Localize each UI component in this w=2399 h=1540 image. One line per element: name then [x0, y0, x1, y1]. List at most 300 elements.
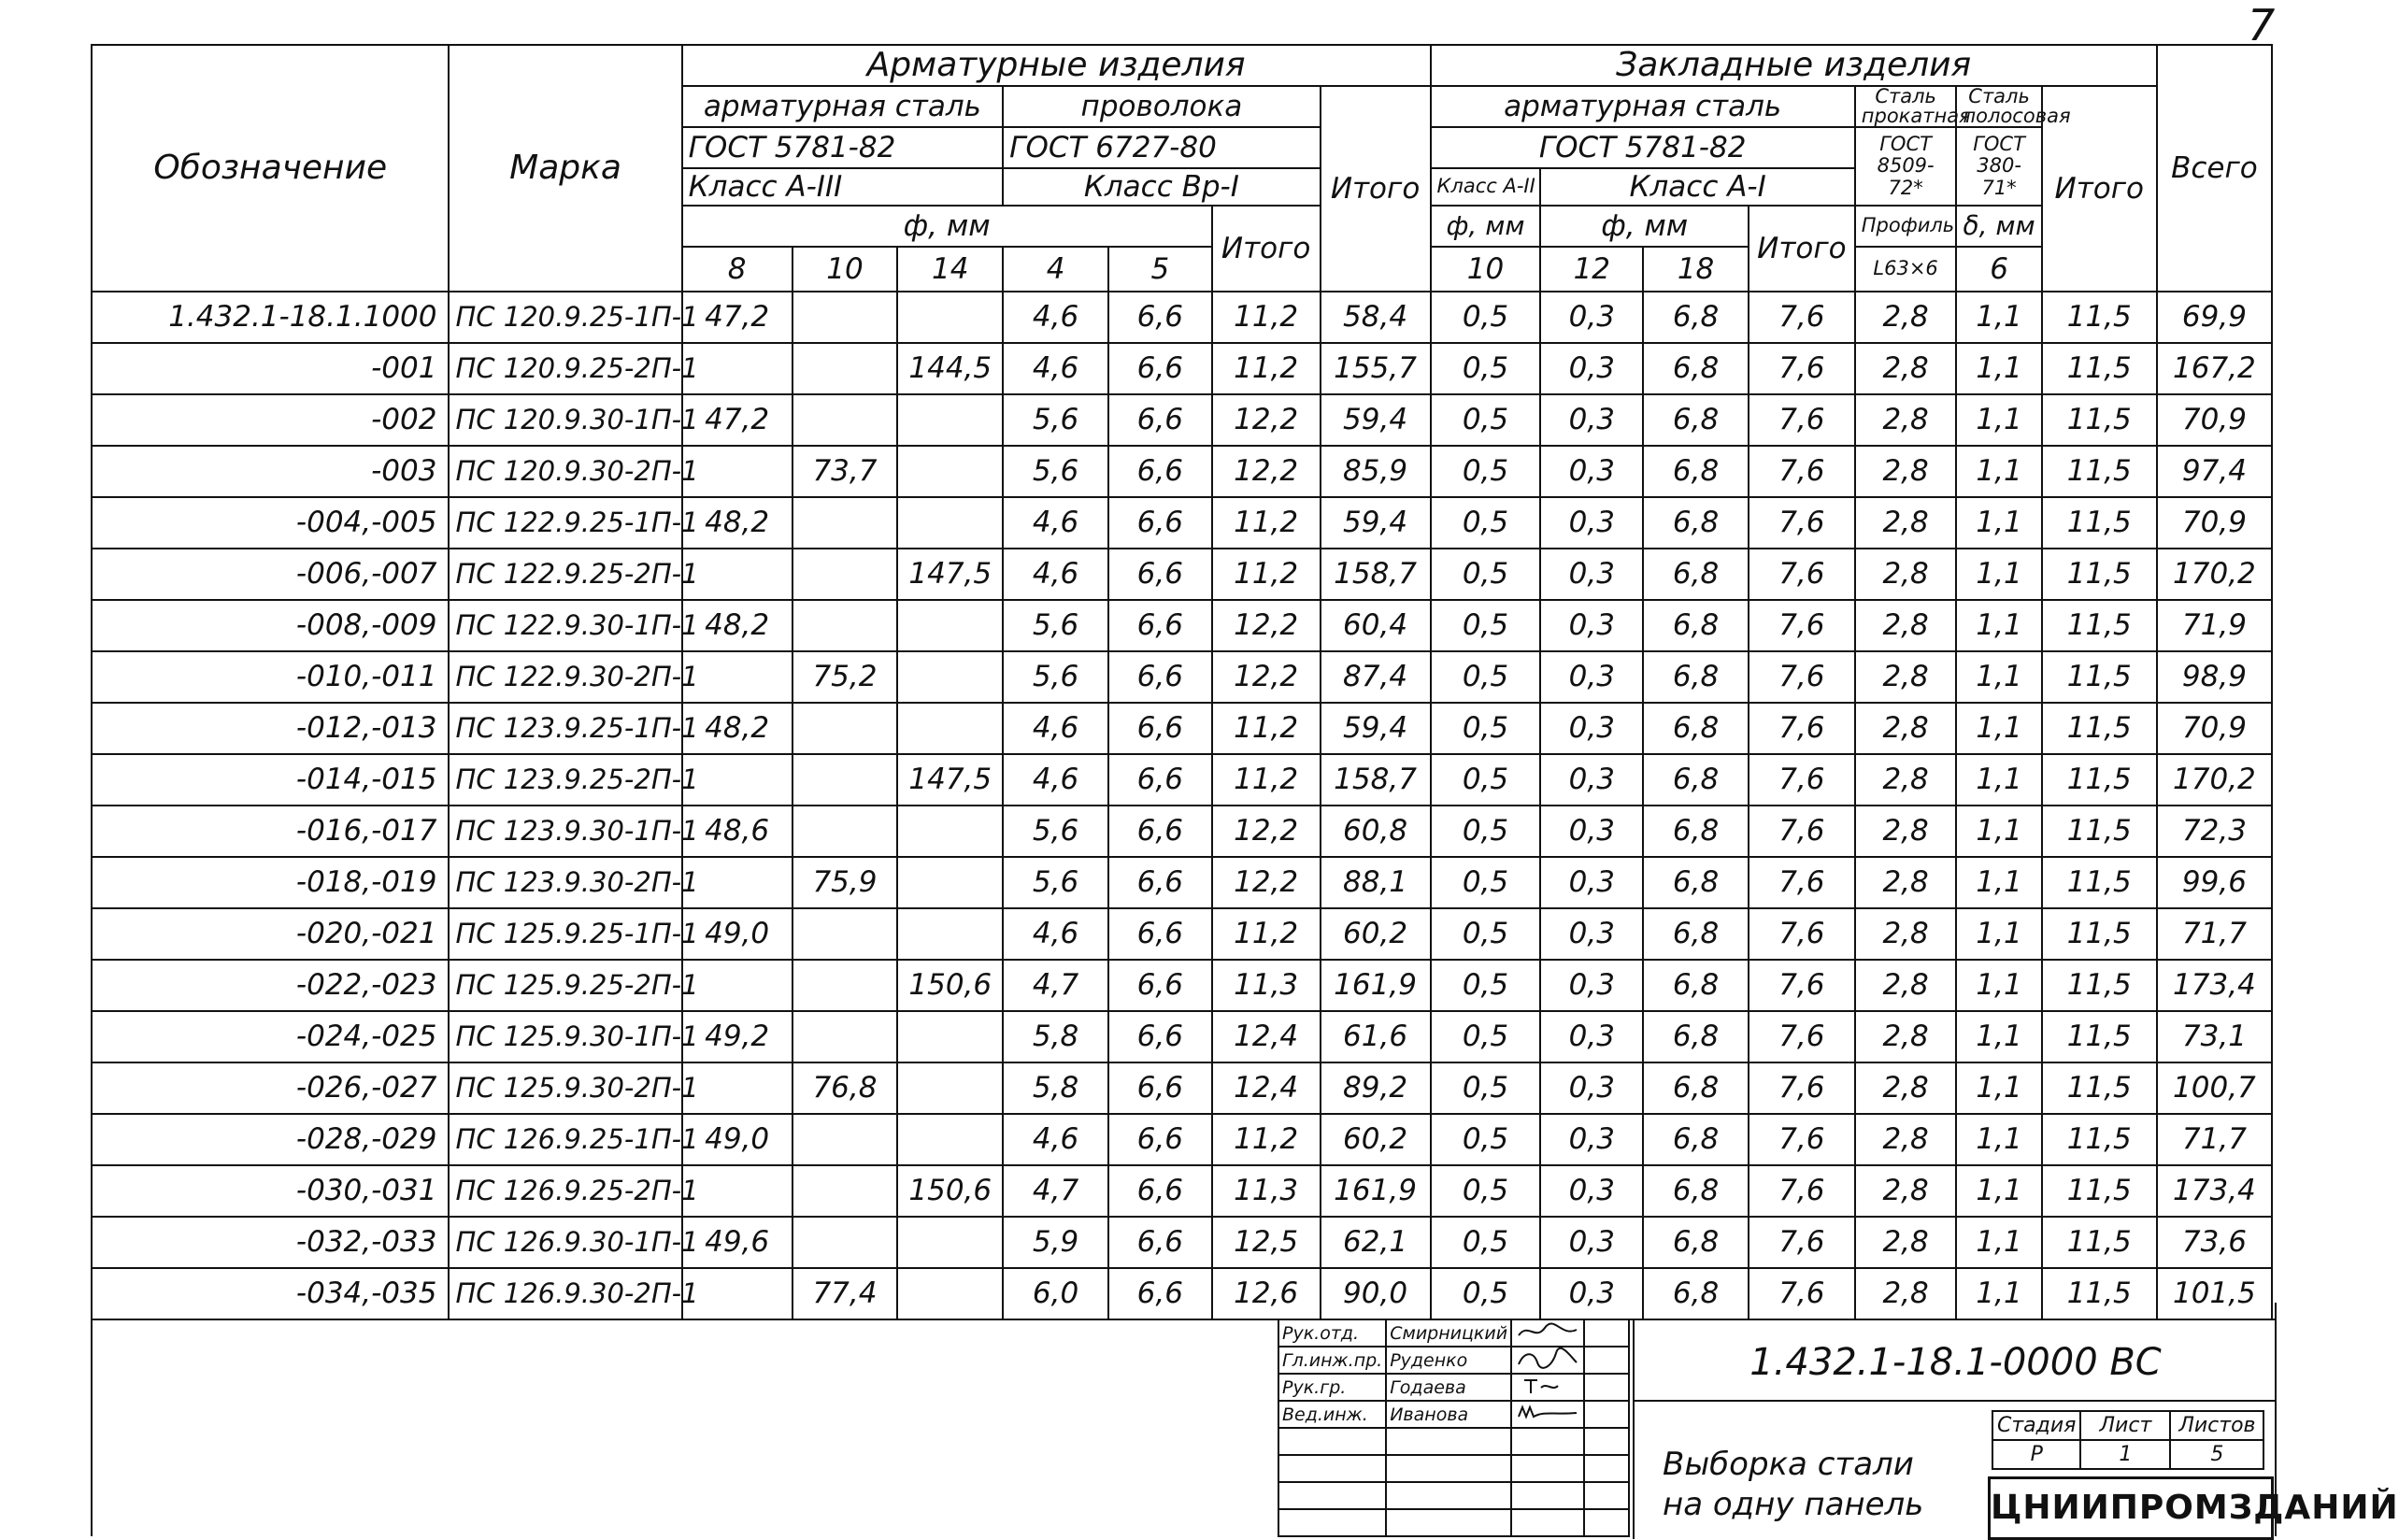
document-code: 1.432.1-18.1-0000 ВС — [1749, 1341, 2162, 1384]
cell-a14 — [897, 703, 1003, 754]
cell-e18: 6,8 — [1643, 1165, 1749, 1217]
cell-st: 1,1 — [1956, 343, 2041, 394]
cell-mark: ПС 122.9.30-2П-1 — [449, 651, 681, 703]
title-block-main — [1633, 1319, 2399, 1539]
cell-w5: 6,6 — [1108, 960, 1212, 1011]
cell-e10: 0,5 — [1431, 806, 1541, 857]
header-wire: проволока — [1003, 86, 1320, 127]
cell-t1: 158,7 — [1321, 754, 1431, 806]
cell-all: 69,9 — [2157, 292, 2272, 343]
cell-et: 7,6 — [1749, 446, 1855, 497]
table-row — [92, 600, 2272, 651]
cell-st: 1,1 — [1956, 1114, 2041, 1165]
cell-a14 — [897, 394, 1003, 446]
cell-code: -008,-009 — [92, 600, 449, 651]
cell-all: 173,4 — [2157, 1165, 2272, 1217]
cell-e18: 6,8 — [1643, 1062, 1749, 1114]
cell-e10: 0,5 — [1431, 1268, 1541, 1319]
cell-a14: 150,6 — [897, 960, 1003, 1011]
cell-t1: 59,4 — [1321, 497, 1431, 549]
cell-st: 1,1 — [1956, 703, 2041, 754]
cell-code: -002 — [92, 394, 449, 446]
cell-e18: 6,8 — [1643, 600, 1749, 651]
cell-pr: 2,8 — [1855, 549, 1957, 600]
cell-t1: 58,4 — [1321, 292, 1431, 343]
cell-a10 — [793, 549, 898, 600]
cell-et: 7,6 — [1749, 908, 1855, 960]
cell-st: 1,1 — [1956, 1268, 2041, 1319]
cell-wt: 11,2 — [1212, 549, 1321, 600]
cell-e10: 0,5 — [1431, 703, 1541, 754]
cell-all: 71,7 — [2157, 1114, 2272, 1165]
cell-t1: 161,9 — [1321, 960, 1431, 1011]
cell-mark: ПС 125.9.25-1П-1 — [449, 908, 681, 960]
cell-et: 7,6 — [1749, 651, 1855, 703]
cell-e18: 6,8 — [1643, 806, 1749, 857]
cell-e10: 0,5 — [1431, 651, 1541, 703]
cell-w4: 5,6 — [1003, 394, 1108, 446]
cell-e12: 0,3 — [1540, 394, 1643, 446]
cell-st: 1,1 — [1956, 806, 2041, 857]
cell-t2: 11,5 — [2042, 806, 2157, 857]
header-delta-mm: δ, мм — [1956, 206, 2041, 247]
steel-spec-table — [91, 44, 2273, 1320]
cell-t1: 88,1 — [1321, 857, 1431, 908]
header-class-vr1: Класс Вр-I — [1003, 168, 1320, 206]
header-rebar-steel: арматурная сталь — [682, 86, 1004, 127]
cell-code: -006,-007 — [92, 549, 449, 600]
cell-a14 — [897, 600, 1003, 651]
cell-st: 1,1 — [1956, 651, 2041, 703]
cell-a10 — [793, 960, 898, 1011]
table-row — [92, 1011, 2272, 1062]
cell-wt: 11,2 — [1212, 754, 1321, 806]
cell-wt: 12,2 — [1212, 806, 1321, 857]
cell-e10: 0,5 — [1431, 343, 1541, 394]
cell-all: 71,7 — [2157, 908, 2272, 960]
cell-wt: 12,2 — [1212, 600, 1321, 651]
cell-code: -018,-019 — [92, 857, 449, 908]
sheet-label: Лист — [2080, 1411, 2170, 1440]
stamp-role: Вед.инж. — [1278, 1401, 1386, 1428]
cell-a8: 48,6 — [682, 806, 793, 857]
cell-a14 — [897, 292, 1003, 343]
stage-sheet-table — [1992, 1410, 2264, 1470]
cell-et: 7,6 — [1749, 960, 1855, 1011]
table-row — [92, 908, 2272, 960]
table-row — [92, 1062, 2272, 1114]
cell-et: 7,6 — [1749, 1062, 1855, 1114]
cell-mark: ПС 123.9.25-2П-1 — [449, 754, 681, 806]
cell-pr: 2,8 — [1855, 1165, 1957, 1217]
cell-wt: 11,3 — [1212, 1165, 1321, 1217]
cell-e18: 6,8 — [1643, 343, 1749, 394]
spec-table-body — [92, 292, 2272, 1319]
header-gost-5781: ГОСТ 5781-82 — [682, 127, 1004, 168]
cell-w4: 4,6 — [1003, 343, 1108, 394]
cell-a10: 75,2 — [793, 651, 898, 703]
cell-st: 1,1 — [1956, 1062, 2041, 1114]
cell-wt: 12,2 — [1212, 446, 1321, 497]
cell-wt: 12,2 — [1212, 394, 1321, 446]
cell-e12: 0,3 — [1540, 497, 1643, 549]
cell-e12: 0,3 — [1540, 857, 1643, 908]
header-total-embedded-rebar: Итого — [1749, 206, 1855, 292]
cell-pr: 2,8 — [1855, 446, 1957, 497]
cell-w4: 5,9 — [1003, 1217, 1108, 1268]
cell-a14 — [897, 1217, 1003, 1268]
cell-all: 72,3 — [2157, 806, 2272, 857]
header-embedded-rebar-steel: арматурная сталь — [1431, 86, 1855, 127]
cell-all: 70,9 — [2157, 394, 2272, 446]
cell-e10: 0,5 — [1431, 446, 1541, 497]
header-d10: 10 — [793, 247, 898, 292]
cell-w5: 6,6 — [1108, 754, 1212, 806]
cell-a14 — [897, 1114, 1003, 1165]
sheets-value: 5 — [2170, 1440, 2263, 1469]
cell-a10 — [793, 292, 898, 343]
header-rolled-steel: Сталь прокатная — [1855, 86, 1957, 127]
cell-code: -016,-017 — [92, 806, 449, 857]
cell-a10 — [793, 497, 898, 549]
divider — [1635, 1400, 2277, 1402]
cell-t1: 161,9 — [1321, 1165, 1431, 1217]
cell-t1: 60,4 — [1321, 600, 1431, 651]
cell-code: -001 — [92, 343, 449, 394]
cell-w5: 6,6 — [1108, 1114, 1212, 1165]
cell-mark: ПС 120.9.30-1П-1 — [449, 394, 681, 446]
cell-code: -012,-013 — [92, 703, 449, 754]
cell-w5: 6,6 — [1108, 292, 1212, 343]
cell-w5: 6,6 — [1108, 1011, 1212, 1062]
cell-w5: 6,6 — [1108, 343, 1212, 394]
cell-st: 1,1 — [1956, 908, 2041, 960]
cell-w5: 6,6 — [1108, 1062, 1212, 1114]
cell-t1: 87,4 — [1321, 651, 1431, 703]
cell-e18: 6,8 — [1643, 703, 1749, 754]
header-embedded-products: Закладные изделия — [1431, 45, 2157, 86]
table-row — [92, 960, 2272, 1011]
stamp-name: Руденко — [1386, 1347, 1511, 1374]
header-gost-6727: ГОСТ 6727-80 — [1003, 127, 1320, 168]
cell-a10: 75,9 — [793, 857, 898, 908]
table-row — [92, 1217, 2272, 1268]
cell-pr: 2,8 — [1855, 651, 1957, 703]
document-description — [1663, 1445, 1923, 1524]
stamp-role: Гл.инж.пр. — [1278, 1347, 1386, 1374]
header-e10: 10 — [1431, 247, 1541, 292]
stamp-name: Иванова — [1386, 1401, 1511, 1428]
stamp-signature — [1511, 1374, 1584, 1401]
header-profile: Профиль — [1855, 206, 1957, 247]
cell-a14 — [897, 1011, 1003, 1062]
cell-e18: 6,8 — [1643, 754, 1749, 806]
cell-t2: 11,5 — [2042, 1062, 2157, 1114]
cell-code: -026,-027 — [92, 1062, 449, 1114]
cell-et: 7,6 — [1749, 1114, 1855, 1165]
cell-w4: 4,6 — [1003, 292, 1108, 343]
cell-st: 1,1 — [1956, 549, 2041, 600]
stamp-date — [1584, 1347, 1629, 1374]
cell-a10 — [793, 703, 898, 754]
cell-e12: 0,3 — [1540, 908, 1643, 960]
header-total-wire: Итого — [1212, 206, 1321, 292]
header-class-a1: Класс А-I — [1540, 168, 1854, 206]
cell-a14 — [897, 497, 1003, 549]
header-all: Всего — [2157, 45, 2272, 292]
header-class-a3: Класс А-III — [682, 168, 1004, 206]
cell-wt: 11,2 — [1212, 497, 1321, 549]
cell-t2: 11,5 — [2042, 394, 2157, 446]
cell-all: 170,2 — [2157, 754, 2272, 806]
cell-et: 7,6 — [1749, 600, 1855, 651]
cell-wt: 11,3 — [1212, 960, 1321, 1011]
cell-pr: 2,8 — [1855, 1217, 1957, 1268]
cell-st: 1,1 — [1956, 1165, 2041, 1217]
cell-t2: 11,5 — [2042, 857, 2157, 908]
cell-e10: 0,5 — [1431, 960, 1541, 1011]
cell-a8: 49,2 — [682, 1011, 793, 1062]
cell-a8: 49,6 — [682, 1217, 793, 1268]
cell-et: 7,6 — [1749, 754, 1855, 806]
cell-wt: 12,2 — [1212, 651, 1321, 703]
cell-e12: 0,3 — [1540, 1114, 1643, 1165]
cell-st: 1,1 — [1956, 292, 2041, 343]
cell-mark: ПС 123.9.30-1П-1 — [449, 806, 681, 857]
cell-mark: ПС 122.9.25-2П-1 — [449, 549, 681, 600]
cell-code: -003 — [92, 446, 449, 497]
cell-t2: 11,5 — [2042, 292, 2157, 343]
table-row — [92, 549, 2272, 600]
cell-st: 1,1 — [1956, 960, 2041, 1011]
cell-e12: 0,3 — [1540, 754, 1643, 806]
sheet-value: 1 — [2080, 1440, 2170, 1469]
cell-w5: 6,6 — [1108, 549, 1212, 600]
cell-a8: 48,2 — [682, 703, 793, 754]
cell-mark: ПС 120.9.25-2П-1 — [449, 343, 681, 394]
cell-t1: 59,4 — [1321, 394, 1431, 446]
header-e12: 12 — [1540, 247, 1643, 292]
table-row — [92, 446, 2272, 497]
cell-w4: 5,8 — [1003, 1062, 1108, 1114]
cell-all: 97,4 — [2157, 446, 2272, 497]
cell-pr: 2,8 — [1855, 754, 1957, 806]
cell-et: 7,6 — [1749, 497, 1855, 549]
cell-e10: 0,5 — [1431, 1062, 1541, 1114]
cell-w4: 5,6 — [1003, 600, 1108, 651]
cell-t2: 11,5 — [2042, 754, 2157, 806]
cell-t1: 60,2 — [1321, 908, 1431, 960]
cell-pr: 2,8 — [1855, 1268, 1957, 1319]
cell-t1: 155,7 — [1321, 343, 1431, 394]
cell-a10 — [793, 1114, 898, 1165]
cell-e12: 0,3 — [1540, 600, 1643, 651]
cell-w4: 4,6 — [1003, 497, 1108, 549]
cell-a10 — [793, 1165, 898, 1217]
cell-a14: 147,5 — [897, 754, 1003, 806]
cell-mark: ПС 123.9.25-1П-1 — [449, 703, 681, 754]
cell-a14: 144,5 — [897, 343, 1003, 394]
table-row — [92, 1165, 2272, 1217]
cell-code: -032,-033 — [92, 1217, 449, 1268]
cell-pr: 2,8 — [1855, 1062, 1957, 1114]
cell-et: 7,6 — [1749, 343, 1855, 394]
cell-code: -024,-025 — [92, 1011, 449, 1062]
cell-wt: 12,6 — [1212, 1268, 1321, 1319]
header-d4: 4 — [1003, 247, 1108, 292]
stamp-date — [1584, 1401, 1629, 1428]
header-d8: 8 — [682, 247, 793, 292]
cell-a8: 49,0 — [682, 1114, 793, 1165]
cell-t1: 60,2 — [1321, 1114, 1431, 1165]
table-row — [92, 343, 2272, 394]
cell-a14: 150,6 — [897, 1165, 1003, 1217]
cell-et: 7,6 — [1749, 292, 1855, 343]
cell-et: 7,6 — [1749, 1268, 1855, 1319]
header-e18: 18 — [1643, 247, 1749, 292]
cell-e18: 6,8 — [1643, 549, 1749, 600]
cell-all: 98,9 — [2157, 651, 2272, 703]
cell-pr: 2,8 — [1855, 908, 1957, 960]
cell-et: 7,6 — [1749, 857, 1855, 908]
cell-mark: ПС 120.9.25-1П-1 — [449, 292, 681, 343]
cell-w4: 5,6 — [1003, 446, 1108, 497]
header-strip-steel: Сталь полосовая — [1956, 86, 2041, 127]
cell-t1: 89,2 — [1321, 1062, 1431, 1114]
cell-w5: 6,6 — [1108, 1217, 1212, 1268]
page-number: 7 — [2248, 0, 2276, 50]
table-row — [92, 754, 2272, 806]
cell-e10: 0,5 — [1431, 600, 1541, 651]
cell-pr: 2,8 — [1855, 703, 1957, 754]
header-class-a2: Класс А-II — [1431, 168, 1541, 206]
description-line-2: на одну панель — [1663, 1485, 1924, 1523]
cell-pr: 2,8 — [1855, 960, 1957, 1011]
organization-name: ЦНИИПРОМЗДАНИЙ — [1988, 1476, 2274, 1540]
header-rebar-products: Арматурные изделия — [682, 45, 1431, 86]
cell-t2: 11,5 — [2042, 908, 2157, 960]
cell-all: 100,7 — [2157, 1062, 2272, 1114]
cell-e12: 0,3 — [1540, 549, 1643, 600]
cell-e18: 6,8 — [1643, 857, 1749, 908]
header-strip-size: 6 — [1956, 247, 2041, 292]
cell-all: 167,2 — [2157, 343, 2272, 394]
cell-e18: 6,8 — [1643, 292, 1749, 343]
cell-pr: 2,8 — [1855, 857, 1957, 908]
cell-all: 70,9 — [2157, 703, 2272, 754]
cell-e10: 0,5 — [1431, 1165, 1541, 1217]
cell-mark: ПС 122.9.25-1П-1 — [449, 497, 681, 549]
cell-code: -010,-011 — [92, 651, 449, 703]
table-row — [92, 651, 2272, 703]
cell-mark: ПС 120.9.30-2П-1 — [449, 446, 681, 497]
stamp-role: Рук.отд. — [1278, 1319, 1386, 1347]
cell-t1: 60,8 — [1321, 806, 1431, 857]
cell-wt: 12,4 — [1212, 1011, 1321, 1062]
cell-e12: 0,3 — [1540, 1062, 1643, 1114]
cell-a14 — [897, 806, 1003, 857]
cell-e12: 0,3 — [1540, 806, 1643, 857]
cell-e10: 0,5 — [1431, 394, 1541, 446]
cell-w5: 6,6 — [1108, 651, 1212, 703]
cell-a14: 147,5 — [897, 549, 1003, 600]
cell-a10 — [793, 754, 898, 806]
cell-w4: 5,6 — [1003, 857, 1108, 908]
cell-pr: 2,8 — [1855, 292, 1957, 343]
cell-w4: 5,6 — [1003, 806, 1108, 857]
cell-w4: 4,6 — [1003, 1114, 1108, 1165]
stamp-role: Рук.гр. — [1278, 1374, 1386, 1401]
stage-value: Р — [1992, 1440, 2080, 1469]
cell-st: 1,1 — [1956, 394, 2041, 446]
cell-st: 1,1 — [1956, 600, 2041, 651]
cell-e12: 0,3 — [1540, 1165, 1643, 1217]
cell-w4: 5,6 — [1003, 651, 1108, 703]
cell-t2: 11,5 — [2042, 703, 2157, 754]
cell-t2: 11,5 — [2042, 651, 2157, 703]
header-gost-5781-embedded: ГОСТ 5781-82 — [1431, 127, 1855, 168]
cell-w5: 6,6 — [1108, 857, 1212, 908]
cell-mark: ПС 125.9.25-2П-1 — [449, 960, 681, 1011]
cell-all: 70,9 — [2157, 497, 2272, 549]
cell-pr: 2,8 — [1855, 1114, 1957, 1165]
cell-pr: 2,8 — [1855, 806, 1957, 857]
cell-a10 — [793, 1011, 898, 1062]
cell-code: -030,-031 — [92, 1165, 449, 1217]
cell-t1: 158,7 — [1321, 549, 1431, 600]
cell-a14 — [897, 651, 1003, 703]
cell-a10 — [793, 600, 898, 651]
header-mark: Марка — [449, 45, 681, 292]
table-row — [92, 292, 2272, 343]
cell-code: -004,-005 — [92, 497, 449, 549]
cell-st: 1,1 — [1956, 446, 2041, 497]
cell-et: 7,6 — [1749, 1217, 1855, 1268]
header-diameter: ф, мм — [682, 206, 1212, 247]
cell-wt: 11,2 — [1212, 703, 1321, 754]
header-total-rebar: Итого — [1321, 86, 1431, 292]
cell-t1: 85,9 — [1321, 446, 1431, 497]
cell-t2: 11,5 — [2042, 549, 2157, 600]
table-row — [92, 1114, 2272, 1165]
cell-all: 173,4 — [2157, 960, 2272, 1011]
table-row — [92, 806, 2272, 857]
cell-w4: 6,0 — [1003, 1268, 1108, 1319]
cell-wt: 11,2 — [1212, 292, 1321, 343]
header-d14: 14 — [897, 247, 1003, 292]
header-gost-8509: ГОСТ 8509-72* — [1855, 127, 1957, 206]
cell-t2: 11,5 — [2042, 446, 2157, 497]
cell-e12: 0,3 — [1540, 343, 1643, 394]
cell-t1: 59,4 — [1321, 703, 1431, 754]
cell-e18: 6,8 — [1643, 394, 1749, 446]
cell-all: 99,6 — [2157, 857, 2272, 908]
cell-e10: 0,5 — [1431, 1114, 1541, 1165]
cell-et: 7,6 — [1749, 806, 1855, 857]
cell-pr: 2,8 — [1855, 497, 1957, 549]
cell-e12: 0,3 — [1540, 1268, 1643, 1319]
cell-w5: 6,6 — [1108, 446, 1212, 497]
cell-e12: 0,3 — [1540, 1011, 1643, 1062]
cell-e18: 6,8 — [1643, 651, 1749, 703]
cell-mark: ПС 126.9.30-2П-1 — [449, 1268, 681, 1319]
cell-e12: 0,3 — [1540, 446, 1643, 497]
cell-mark: ПС 126.9.30-1П-1 — [449, 1217, 681, 1268]
cell-e18: 6,8 — [1643, 1114, 1749, 1165]
cell-e18: 6,8 — [1643, 1268, 1749, 1319]
stamp-name: Годаева — [1386, 1374, 1511, 1401]
cell-a10 — [793, 343, 898, 394]
